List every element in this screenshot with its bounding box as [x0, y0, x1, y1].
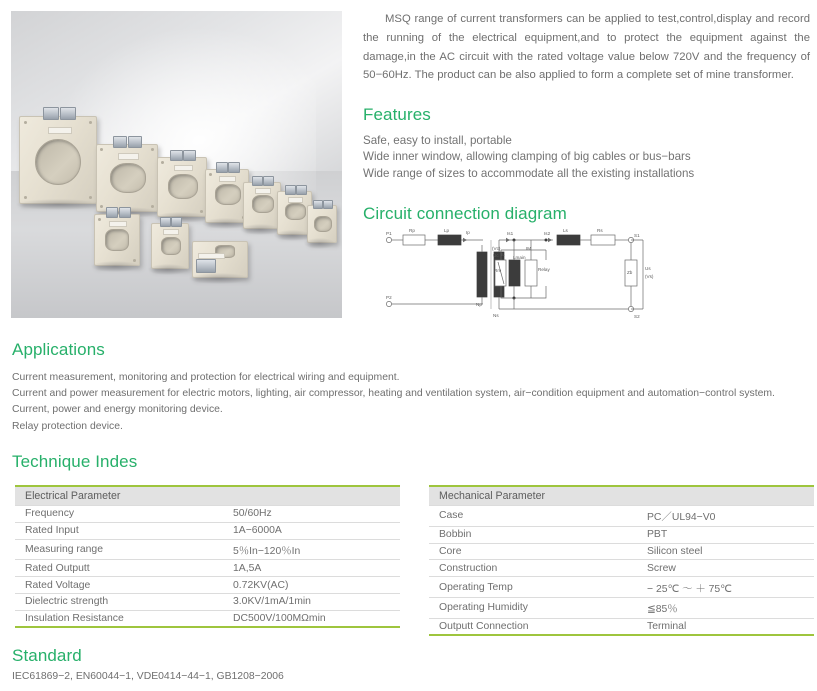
row-name: Rated Voltage: [15, 577, 233, 594]
transformer-unit: [243, 182, 281, 229]
circuit-label-ns: Ns: [493, 313, 499, 318]
unit-window: [161, 237, 181, 255]
unit-shadow: [189, 273, 249, 284]
table-row: [429, 618, 814, 635]
unit-terminal: [171, 217, 182, 227]
application-line: Current, power and energy monitoring device.: [12, 404, 223, 416]
table-row: [15, 539, 400, 560]
unit-terminal: [60, 107, 76, 120]
circuit-label-uc: Uc: [493, 253, 499, 258]
circuit-diagram-heading: Circuit connection diagram: [363, 203, 567, 223]
table-row: [429, 506, 814, 527]
row-value: 5％In−120％In: [233, 539, 400, 560]
circuit-label-s1: S1: [634, 233, 640, 238]
unit-screw: [100, 148, 103, 151]
unit-shadow: [91, 261, 140, 272]
unit-terminal: [216, 162, 228, 173]
feature-line: Wide inner window, allowing clamping of big cables or bus−bars: [363, 150, 691, 164]
unit-window: [314, 216, 332, 232]
row-value: PBT: [647, 526, 814, 543]
unit-screw: [200, 210, 203, 213]
circuit-label-s2: S2: [634, 314, 640, 319]
applications-heading: Applications: [12, 340, 105, 359]
table-row: [429, 577, 814, 598]
transformer-unit: [307, 205, 337, 243]
circuit-label-zb: Zb: [627, 270, 633, 275]
row-value: 1A,5A: [233, 560, 400, 577]
unit-label: [109, 221, 127, 227]
circuit-label-ip: Ip: [466, 230, 470, 235]
row-name: Outputt Connection: [429, 618, 647, 635]
circuit-label-rm: Rm: [494, 268, 502, 273]
unit-window: [105, 229, 129, 251]
unit-screw: [89, 196, 92, 199]
unit-label: [255, 188, 271, 194]
transformer-unit: [19, 116, 97, 204]
top-section: [0, 0, 817, 330]
application-line: Current and power measurement for electric motors, lighting, air compressor, heating and ventilation system, air−condition equipment and automation−control system.: [12, 388, 775, 400]
product-photo: [11, 11, 342, 318]
unit-shadow: [304, 238, 335, 249]
table-row: [15, 577, 400, 594]
unit-label: [163, 229, 179, 235]
unit-terminal: [160, 217, 171, 227]
row-value: PC／UL94−V0: [647, 506, 814, 527]
intro-paragraph: MSQ range of current transformers can be applied to test,control,display and record the running of the electrical equipment,and to protect the equipment against the damage,in the AC circuit with the rated voltage value below 720V and the frequency of 50−60Hz. The product can be also applied to form a complete set of mine transformer.: [363, 13, 810, 82]
unit-window: [35, 139, 81, 185]
table-header-row: [15, 486, 400, 506]
standard-line: IEC61869−2, EN60044−1, VDE0414−44−1, GB1208−2006: [12, 671, 284, 682]
unit-shadow: [16, 199, 101, 210]
unit-terminal: [296, 185, 307, 195]
circuit-label-lp: Lp: [444, 228, 450, 233]
unit-terminal: [263, 176, 274, 186]
unit-window: [168, 174, 198, 199]
row-name: Construction: [429, 560, 647, 577]
row-name: Case: [429, 506, 647, 527]
table-row: [15, 522, 400, 539]
unit-terminal: [170, 150, 183, 161]
circuit-label-vs: (Vs): [645, 274, 654, 279]
unit-terminal: [128, 136, 142, 148]
unit-screw: [100, 205, 103, 208]
row-name: Measuring range: [15, 539, 233, 560]
table-row: [15, 593, 400, 610]
electrical-parameter-table: [15, 485, 400, 628]
unit-window: [215, 184, 241, 205]
row-value: DC500V/100MΩmin: [233, 610, 400, 627]
unit-screw: [98, 218, 101, 221]
feature-line: Safe, easy to install, portable: [363, 134, 512, 148]
unit-terminal: [285, 185, 296, 195]
row-name: Frequency: [15, 506, 233, 523]
table-row: [15, 506, 400, 523]
table-row: [429, 597, 814, 618]
mechanical-parameter-table: [429, 485, 814, 636]
row-value: ≦85％: [647, 597, 814, 618]
row-name: Rated Input: [15, 522, 233, 539]
table-header-row: [429, 486, 814, 506]
unit-terminal: [113, 136, 127, 148]
unit-screw: [209, 173, 212, 176]
applications-section: [12, 340, 812, 435]
circuit-label-il: IL: [501, 252, 505, 257]
row-name: Core: [429, 543, 647, 560]
unit-screw: [133, 259, 136, 262]
application-line: Relay protection device.: [12, 420, 123, 432]
circuit-label-im: IM: [526, 246, 532, 251]
unit-terminal: [313, 200, 323, 209]
table-row: [429, 560, 814, 577]
transformer-unit: [192, 241, 248, 278]
unit-terminal: [43, 107, 59, 120]
circuit-label-p1: P1: [386, 231, 392, 236]
transformer-unit: [94, 214, 140, 266]
row-name: Operating Humidity: [429, 597, 647, 618]
unit-window: [252, 195, 274, 213]
unit-window: [285, 203, 306, 220]
unit-terminal: [119, 207, 131, 218]
circuit-label-lmain: Lmain: [513, 255, 526, 260]
unit-label: [288, 197, 303, 203]
technique-heading: Technique Indes: [12, 452, 138, 471]
row-name: Bobbin: [429, 526, 647, 543]
standard-heading: Standard: [12, 646, 82, 665]
unit-terminal: [183, 150, 196, 161]
circuit-label-np: Np: [476, 302, 482, 307]
circuit-label-is2: Is2: [544, 231, 551, 236]
row-value: 50/60Hz: [233, 506, 400, 523]
row-value: 0.72KV(AC): [233, 577, 400, 594]
transformer-unit: [151, 223, 189, 269]
row-name: Rated Outputt: [15, 560, 233, 577]
table-row: [429, 543, 814, 560]
circuit-label-relay: Relay: [538, 267, 550, 272]
table-header-spacer: [647, 486, 814, 506]
row-value: 3.0KV/1mA/1min: [233, 593, 400, 610]
unit-label: [219, 176, 236, 182]
circuit-label-us: Us: [645, 266, 651, 271]
circuit-label-rs: Rs: [597, 228, 603, 233]
unit-terminal: [106, 207, 118, 218]
circuit-connection-diagram: [381, 226, 661, 321]
circuit-label-vc: (Vc): [492, 246, 501, 251]
table-header-spacer: [233, 486, 400, 506]
row-name: Insulation Resistance: [15, 610, 233, 627]
application-line: Current measurement, monitoring and protection for electrical wiring and equipment.: [12, 372, 400, 383]
row-value: 1A−6000A: [233, 522, 400, 539]
circuit-label-p2: P2: [386, 295, 392, 300]
table-header-label: Electrical Parameter: [15, 486, 233, 506]
unit-screw: [89, 121, 92, 124]
unit-screw: [24, 121, 27, 124]
row-value: Terminal: [647, 618, 814, 635]
table-header-label: Mechanical Parameter: [429, 486, 647, 506]
feature-line: Wide range of sizes to accommodate all the existing installations: [363, 166, 695, 180]
unit-screw: [24, 196, 27, 199]
features-heading: Features: [363, 105, 431, 125]
row-value: − 25℃ ～ ＋ 75℃: [647, 577, 814, 598]
unit-terminal: [228, 162, 240, 173]
unit-window: [110, 163, 146, 193]
unit-screw: [161, 161, 164, 164]
row-name: Dielectric strength: [15, 593, 233, 610]
unit-terminal: [323, 200, 333, 209]
circuit-label-is1: Is1: [507, 231, 514, 236]
unit-screw: [151, 148, 154, 151]
circuit-diagram-svg: [381, 226, 661, 321]
transformer-unit: [96, 144, 158, 212]
table-row: [429, 526, 814, 543]
table-row: [15, 560, 400, 577]
unit-label: [118, 153, 139, 160]
row-value: Silicon steel: [647, 543, 814, 560]
circuit-label-ls: Ls: [563, 228, 568, 233]
unit-label: [48, 127, 72, 134]
standard-section: [12, 646, 284, 685]
unit-screw: [151, 205, 154, 208]
unit-terminal: [252, 176, 263, 186]
table-row: [15, 610, 400, 627]
intro-column: [363, 10, 810, 224]
row-value: Screw: [647, 560, 814, 577]
unit-label: [174, 165, 193, 171]
row-name: Operating Temp: [429, 577, 647, 598]
transformer-unit: [157, 157, 207, 217]
circuit-label-rp: Rp: [409, 228, 415, 233]
unit-terminal: [196, 259, 216, 273]
unit-shadow: [148, 264, 188, 275]
